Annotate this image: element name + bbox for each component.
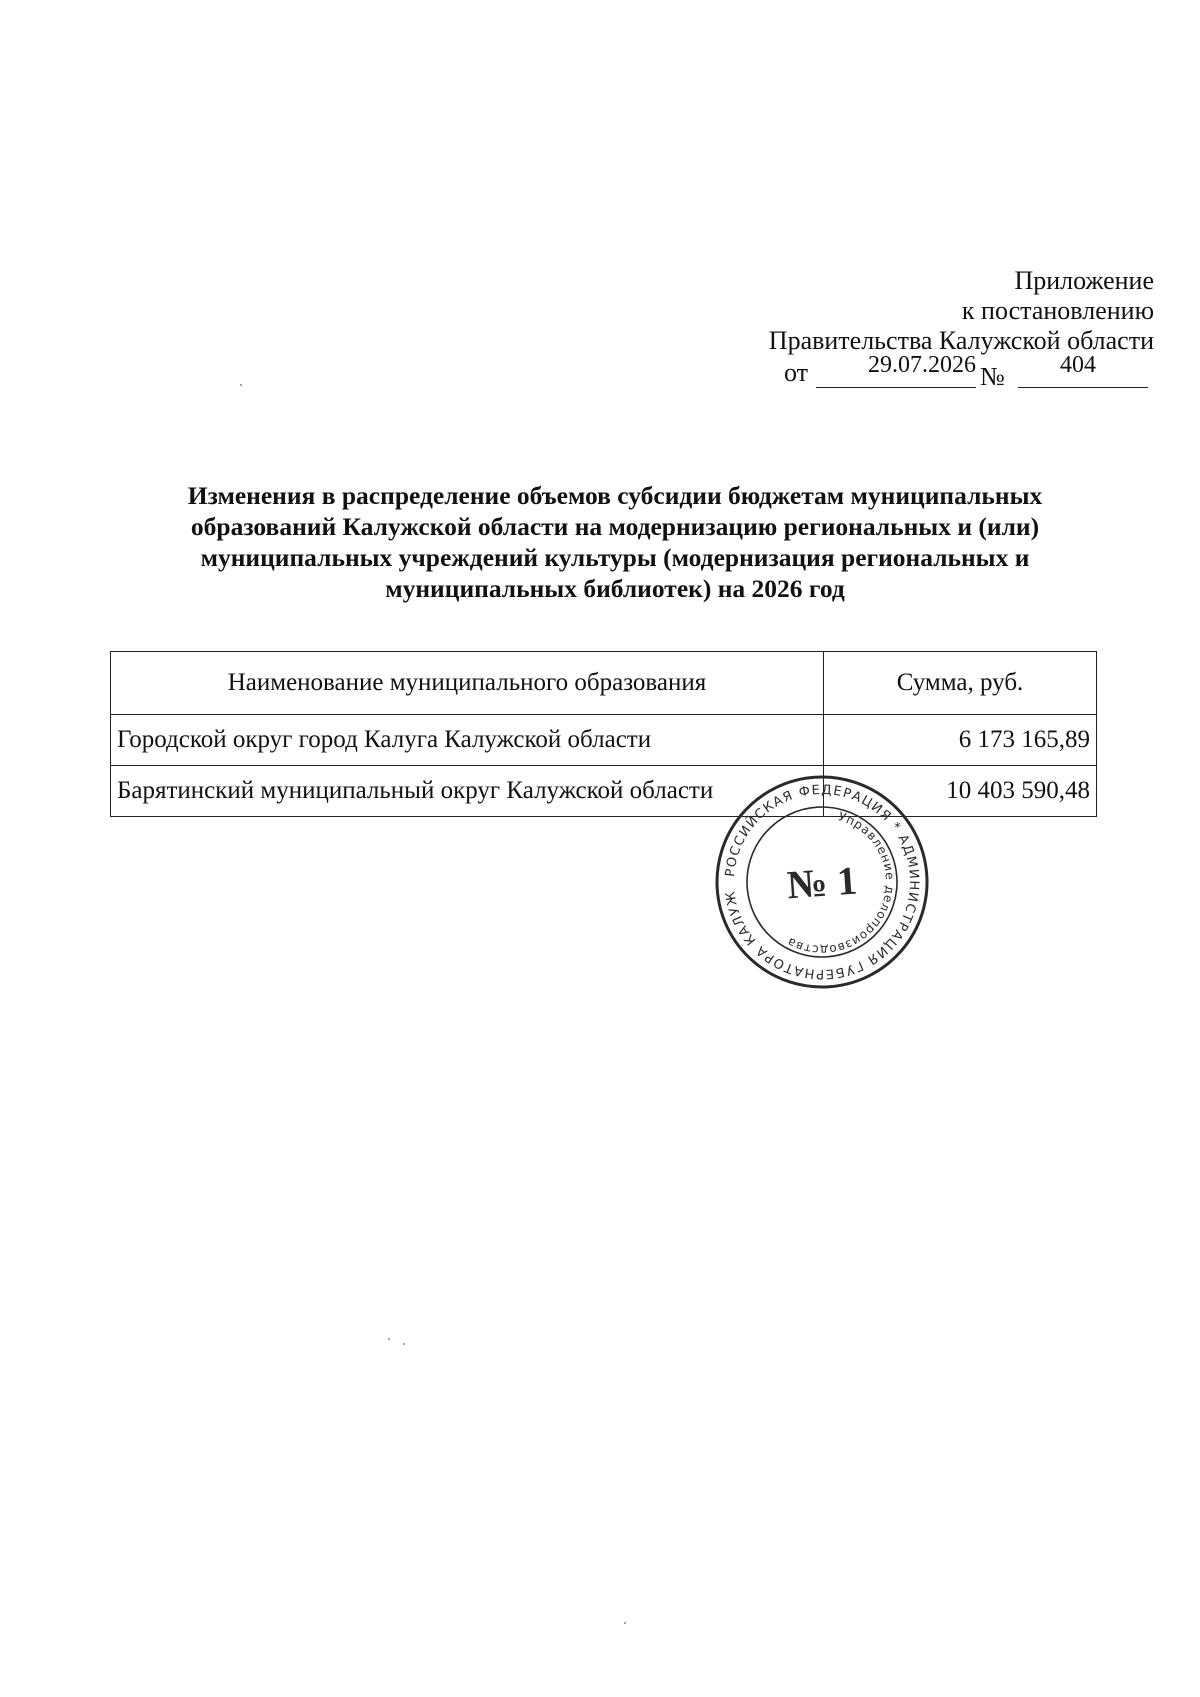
scan-speck bbox=[624, 1622, 626, 1624]
subsidy-sum: 10 403 590,48 bbox=[824, 766, 1097, 817]
column-header-sum: Сумма, руб. bbox=[824, 652, 1097, 715]
seal-number: № 1 bbox=[785, 857, 859, 908]
official-seal bbox=[705, 765, 940, 1000]
table-row bbox=[111, 766, 1097, 817]
appendix-header bbox=[734, 266, 1154, 356]
scan-speck bbox=[388, 1338, 390, 1340]
seal-outer-text: РОССИЙСКАЯ ФЕДЕРАЦИЯ * АДМИНИСТРАЦИЯ ГУБЕРНАТОРА КАЛУЖСКОЙ ОБЛАСТИ * bbox=[704, 768, 922, 982]
resolution-number: 404 bbox=[1060, 352, 1096, 378]
scan-speck bbox=[403, 1343, 405, 1345]
municipality-name: Городской округ город Калуга Калужской области bbox=[111, 715, 824, 766]
document-title: Изменения в распределение объемов субсидии бюджетам муниципальных образований Калужской области на модернизацию региональных и (или) муниципальных учреждений культуры (модернизация региональных и муниципальных библиотек) на 2026 год bbox=[187, 481, 1043, 603]
table-row bbox=[111, 715, 1097, 766]
subsidy-sum: 6 173 165,89 bbox=[824, 715, 1097, 766]
number-sign: № bbox=[980, 362, 1005, 391]
appendix-label: Приложение bbox=[1014, 266, 1154, 295]
appendix-to-resolution: к постановлению bbox=[961, 296, 1154, 325]
seal-inner-text: Управление делопроизводства bbox=[784, 809, 898, 958]
municipality-name: Барятинский муниципальный округ Калужской области bbox=[111, 766, 824, 817]
scan-speck bbox=[240, 384, 242, 386]
date-prefix: от bbox=[784, 358, 809, 387]
resolution-date: 29.07.2026 bbox=[868, 352, 976, 378]
appendix-government: Правительства Калужской области bbox=[768, 326, 1154, 355]
column-header-name: Наименование муниципального образования bbox=[111, 652, 824, 715]
seal-graphic bbox=[705, 765, 940, 1000]
resolution-date-line bbox=[784, 354, 1164, 394]
table-header-row bbox=[111, 652, 1097, 715]
subsidy-table bbox=[110, 651, 1097, 817]
